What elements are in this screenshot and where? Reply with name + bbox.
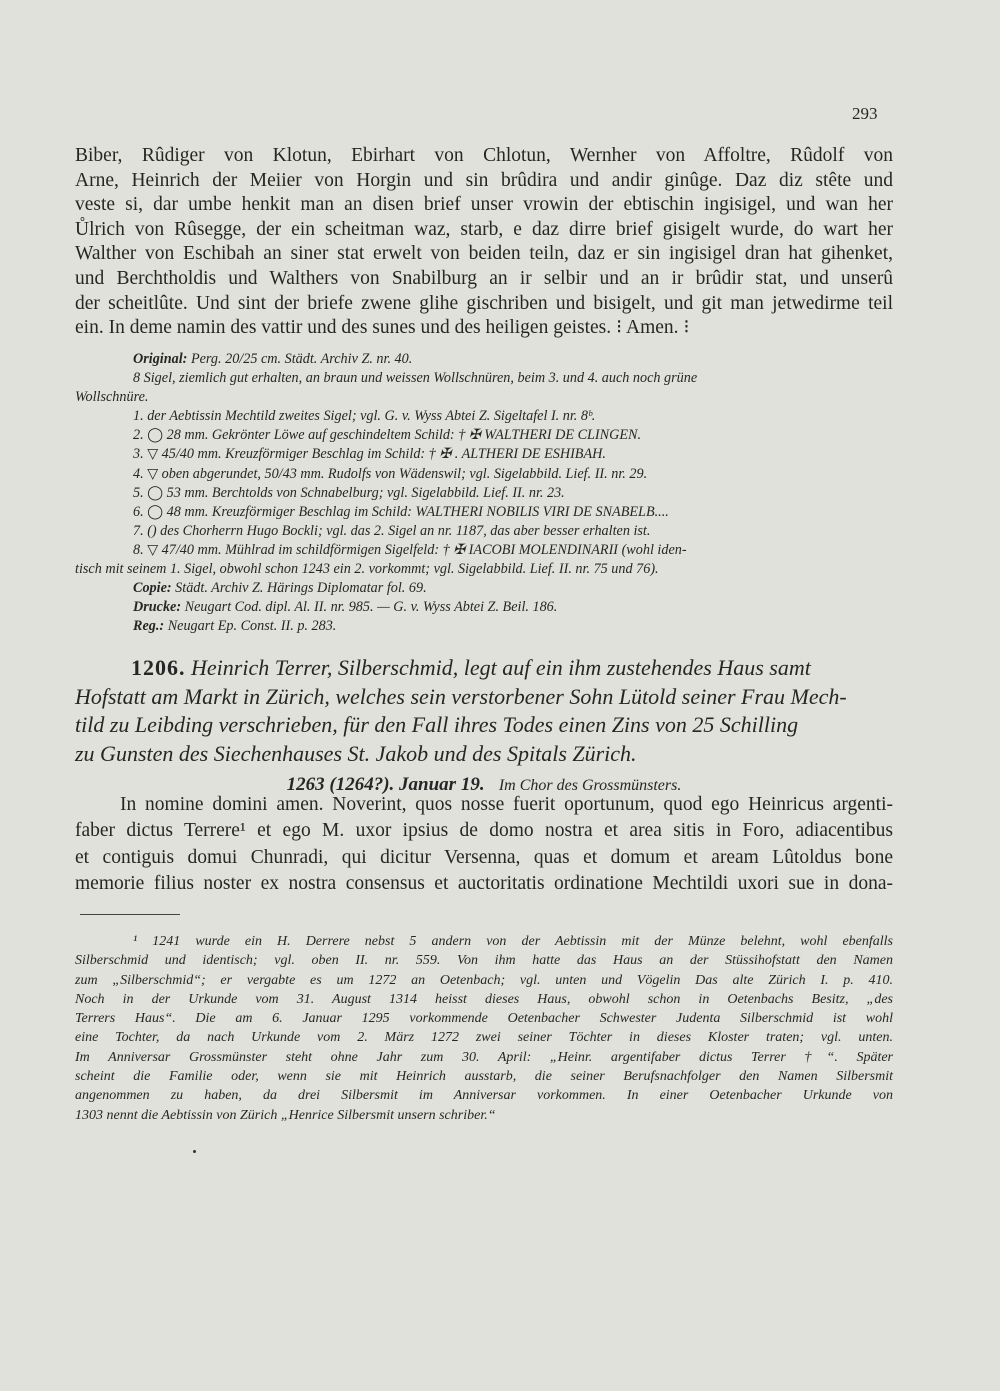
text-line: ein. In deme namin des vattir und des sunes und des heiligen geistes. ⁝ Amen. ⁝ (75, 317, 690, 339)
latin-text-block (75, 792, 893, 898)
reg-label: Reg.: (133, 618, 165, 635)
drucke-label: Drucke: (133, 599, 182, 616)
footnote-line: angenommen zu haben, da drei Silbersmit im Anniversar vorkommen. In einer Oetenbacher Urkunde von (75, 1088, 893, 1104)
copie-text: Städt. Archiv Z. Härings Diplomatar fol. 69. (175, 580, 427, 597)
heading-line: Hofstatt am Markt in Zürich, welches sein verstorbener Sohn Lütold seiner Frau Mech- (75, 683, 847, 709)
seal-item-cont: tisch mit seinem 1. Sigel, obwohl schon 1243 ein 2. vorkommt; vgl. Sigelabbild. Lief. II. nr. 75 und 76). (75, 561, 659, 578)
latin-line: faber dictus Terrere¹ et ego M. uxor ipsius de domo nostra et area sitis in Foro, adiacentibus (75, 820, 893, 842)
footnote-line: Noch in der Urkunde vom 31. August 1314 heisst dieses Haus, obwohl schon in Oetenbachs Besitz, „des (75, 991, 893, 1007)
footnote-line: Silberschmid und identisch; vgl. oben II. nr. 559. Von ihm hatte das Haus an der Stüssihofstatt den Namen (75, 953, 893, 969)
text-line: und Berchtholdis und Walthers von Snabilburg an ir selbir und an ir brûdir stat, und unserû (75, 267, 893, 289)
ink-speck (193, 1150, 196, 1153)
original-note (75, 350, 893, 369)
latin-line: memorie filius noster ex nostra consensus et auctoritatis ordinatione Mechtildi uxori sue in dona- (75, 873, 893, 895)
seal-item: 4. ▽ oben abgerundet, 50/43 mm. Rudolfs von Wädenswil; vgl. Sigelabbild. Lief. II. nr. 29. (133, 465, 648, 482)
footnote-line: 1303 nennt die Aebtissin von Zürich „Henrice Silbersmit unsern schriber.“ (75, 1107, 496, 1123)
footnote-divider (80, 914, 180, 915)
seal-item: 8. ▽ 47/40 mm. Mühlrad im schildförmigen Sigelfeld: † ✠ IACOBI MOLENDINARII (wohl iden- (133, 541, 687, 558)
copie-note (75, 579, 893, 598)
page-number: 293 (852, 104, 878, 123)
text-line: der scheitlûte. Und sint der briefe zwene glihe gischriben und bisigelt, und git man jetwedirme teil (75, 292, 893, 314)
main-text-block (75, 144, 893, 341)
footnote-line: Terrers Haus“. Die am 6. Januar 1295 vorkommende Oetenbacher Schwester Judenta Silberschmid ist wohl (75, 1011, 893, 1027)
seals-note: 8 Sigel, ziemlich gut erhalten, an braun und weissen Wollschnüren, beim 3. und 4. auch noch grüne (133, 370, 698, 387)
text-line: veste si, dar umbe henkit man an disen brief unser vrowin der ebtischin ingisigel, und wan her (75, 194, 893, 216)
latin-line: In nomine domini amen. Noverint, quos nosse fuerit oportunum, quod ego Heinricus argenti- (120, 794, 893, 815)
heading-line (75, 654, 893, 683)
original-text: Perg. 20/25 cm. Städt. Archiv Z. nr. 40. (190, 351, 413, 367)
entry-date: 1263 (1264?). Januar 19. (286, 774, 485, 796)
seal-item: 1. der Aebtissin Mechtild zweites Sigel; vgl. G. v. Wyss Abtei Z. Sigeltafel I. nr. 8ᵇ. (133, 408, 596, 425)
text-line: Biber, Rûdiger von Klotun, Ebirhart von Chlotun, Wernher von Affoltre, Rûdolf von (75, 145, 893, 166)
heading-line: tild zu Leibding verschrieben, für den Fall ihres Todes einen Zins von 25 Schilling (75, 712, 799, 738)
text-line: Walther von Eschibah an siner stat erwelt von beiden teiln, daz er sin ingisigel dran hat gihenket, (75, 243, 893, 265)
entry-place: Im Chor des Grossmünsters. (498, 777, 682, 795)
text-line: Arne, Heinrich der Meiier von Horgin und sin brûdira und andir ginûge. Daz diz stête und (75, 169, 893, 191)
archival-notes (75, 350, 893, 636)
footnote-line: Im Anniversar Grossmünster steht ohne Jahr zum 30. April: „Heinr. argentifaber dictus Terrer †“. Später (75, 1049, 893, 1065)
footnote-block (75, 932, 893, 1125)
text-line: Ůlrich von Rûsegge, der ein scheitman waz, starb, e daz dirre brief gisigelt wurde, do wart her (75, 218, 893, 240)
heading-line: zu Gunsten des Siechenhauses St. Jakob und des Spitals Zürich. (75, 740, 637, 766)
footnote-line: zum „Silberschmid“; er vergabte es um 1272 an Oetenbach; vgl. unten und Vögelin Das alte Zürich I. p. 410. (75, 972, 893, 988)
footnote-line: scheint die Familie oder, wenn sie mit Heinrich ausstarb, die seiner Berufsnachfolger den Namen Silbersmit (75, 1069, 893, 1085)
seal-item: 6. ◯ 48 mm. Kreuzförmiger Beschlag im Schild: WALTHERI NOBILIS VIRI DE SNABELB.... (133, 503, 669, 520)
reg-note (75, 617, 893, 636)
copie-label: Copie: (133, 580, 172, 597)
original-label: Original: (133, 351, 188, 367)
seal-item: 5. ◯ 53 mm. Berchtolds von Schnabelburg; vgl. Sigelabbild. Lief. II. nr. 23. (133, 484, 565, 501)
latin-line: et contiguis domui Chunradi, qui dicitur Versenna, quas et domum et aream Lûtoldus bone (75, 846, 893, 868)
seal-item: 3. ▽ 45/40 mm. Kreuzförmiger Beschlag im Schild: † ✠ . ALTHERI DE ESHIBAH. (133, 446, 606, 463)
entry-heading (75, 654, 893, 796)
footnote-line: eine Tochter, da nach Urkunde vom 2. März 1272 zwei seiner Töchter in dieses Kloster traten; vgl. unten. (75, 1030, 893, 1046)
reg-text: Neugart Ep. Const. II. p. 283. (167, 618, 337, 635)
footnote-line: ¹ 1241 wurde ein H. Derrere nebst 5 andern von der Aebtissin mit der Münze belehnt, wohl ebenfalls (133, 934, 893, 949)
heading-text: Heinrich Terrer, Silberschmid, legt auf ein ihm zustehendes Haus samt (191, 655, 811, 680)
seal-item: 2. ◯ 28 mm. Gekrönter Löwe auf geschindeltem Schild: † ✠ WALTHERI DE CLINGEN. (133, 427, 642, 444)
drucke-note (75, 598, 893, 617)
seals-note-cont: Wollschnüre. (75, 389, 149, 406)
entry-number: 1206. (131, 655, 186, 680)
seal-item: 7. () des Chorherrn Hugo Bockli; vgl. das 2. Sigel an nr. 1187, das aber besser erhalten ist. (133, 522, 651, 539)
drucke-text: Neugart Cod. dipl. Al. II. nr. 985. — G. v. Wyss Abtei Z. Beil. 186. (184, 599, 558, 616)
